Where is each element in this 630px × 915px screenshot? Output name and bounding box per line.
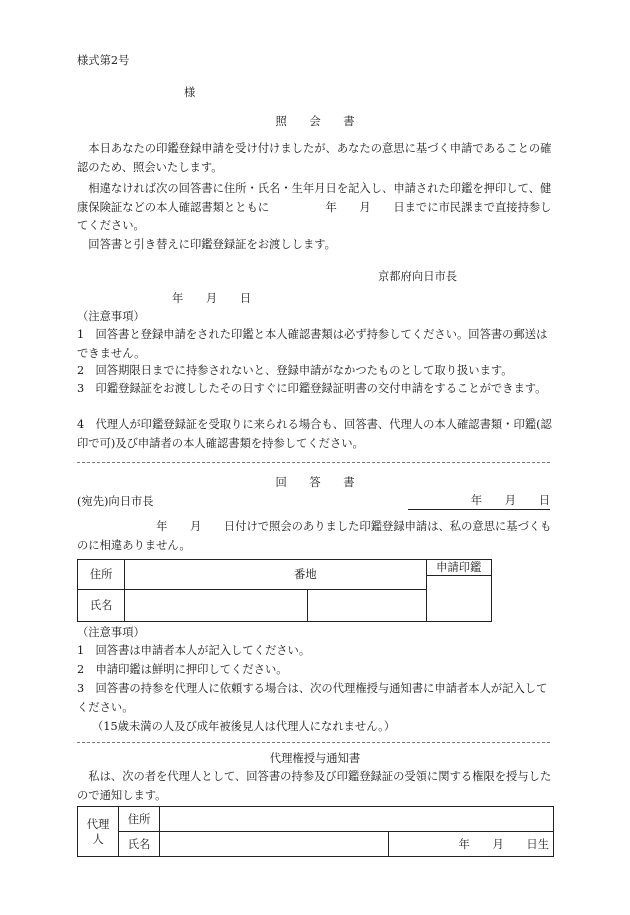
inquiry-note-3: 3 印鑑登録証をお渡ししたその日すぐに印鑑登録証明書の交付申請をすることができます。 (77, 382, 547, 395)
proxy-name-label: 氏名 (119, 832, 160, 857)
reply-date: 年 月 日 (408, 493, 550, 510)
reply-addressee: (宛先)向日市長 (77, 495, 154, 508)
inquiry-paragraph-3: 回答書と引き替えに印鑑登録証をお渡しします。 (77, 238, 336, 251)
seal-area[interactable] (426, 560, 492, 622)
addressee-suffix: 様 (184, 86, 196, 99)
inquiry-date: 年 月 日 (172, 292, 252, 305)
proxy-table (77, 806, 554, 857)
reply-note-1: 1 回答書は申請者本人が記入してください。 (77, 644, 311, 657)
name-label: 氏名 (78, 590, 125, 622)
reply-statement: 年 月 日付けで照会のありました印鑑登録申請は、私の意思に基づくものに相違ありません。 (77, 520, 552, 552)
reply-note-3: 3 回答書の持参を代理人に依頼する場合は、次の代理権授与通知書に申請者本人が記入してください。 (77, 682, 548, 714)
proxy-address-field[interactable] (160, 807, 554, 832)
reply-note-2: 2 申請印鑑は鮮明に押印してください。 (77, 663, 288, 676)
address-field[interactable] (125, 560, 426, 590)
inquiry-paragraph-1: 本日あなたの印鑑登録申請を受け付けましたが、あなたの意思に基づく申請であることの確認のため、照会いたします。 (77, 142, 552, 174)
address-label: 住所 (78, 560, 125, 590)
reply-note-extra: （15歳未満の人及び成年被後見人は代理人になれません。） (92, 720, 396, 733)
cut-line-2 (77, 742, 550, 743)
inquiry-note-1: 1 回答書と登録申請をされた印鑑と本人確認書類は必ず持参してください。回答書の郵送はできません。 (77, 328, 548, 360)
inquiry-notes-heading: （注意事項） (77, 310, 145, 323)
form-number: 様式第2号 (77, 54, 130, 67)
proxy-birth-field[interactable]: 年 月 日生 (389, 832, 554, 857)
proxy-title: 代理権授与通知書 (269, 752, 361, 765)
seal-label: 申請印鑑 (427, 560, 492, 576)
proxy-statement: 私は、次の者を代理人として、回答書の持参及び印鑑登録証の受領に関する権限を授与したので通知します。 (77, 770, 552, 802)
inquiry-note-4: 4 代理人が印鑑登録証を受取りに来られる場合も、回答書、代理人の本人確認書類・印鑑(認印で可)及び申請者の本人確認書類を持参してください。 (77, 418, 552, 450)
reply-table (77, 559, 492, 622)
inquiry-paragraph-2: 相違なければ次の回答書に住所・氏名・生年月日を記入し、申請された印鑑を押印して、健康保険証などの本人確認書類とともに 年 月 日までに市民課まで直接持参してください。 (77, 182, 552, 233)
inquiry-note-2: 2 回答期限日までに持参されないと、登録申請がなかつたものとして取り扱います。 (77, 364, 513, 377)
agent-label: 代理人 (78, 807, 119, 857)
cut-line-1 (77, 462, 550, 463)
banchi-label: 番地 (294, 568, 317, 581)
name-field-extra[interactable] (307, 590, 426, 622)
issuer-name: 京都府向日市長 (378, 270, 458, 283)
reply-title: 回 答 書 (275, 476, 355, 489)
reply-notes-heading: （注意事項） (77, 626, 145, 639)
inquiry-title: 照 会 書 (275, 115, 355, 128)
proxy-name-field[interactable] (160, 832, 389, 857)
proxy-address-label: 住所 (119, 807, 160, 832)
name-field[interactable] (125, 590, 307, 622)
